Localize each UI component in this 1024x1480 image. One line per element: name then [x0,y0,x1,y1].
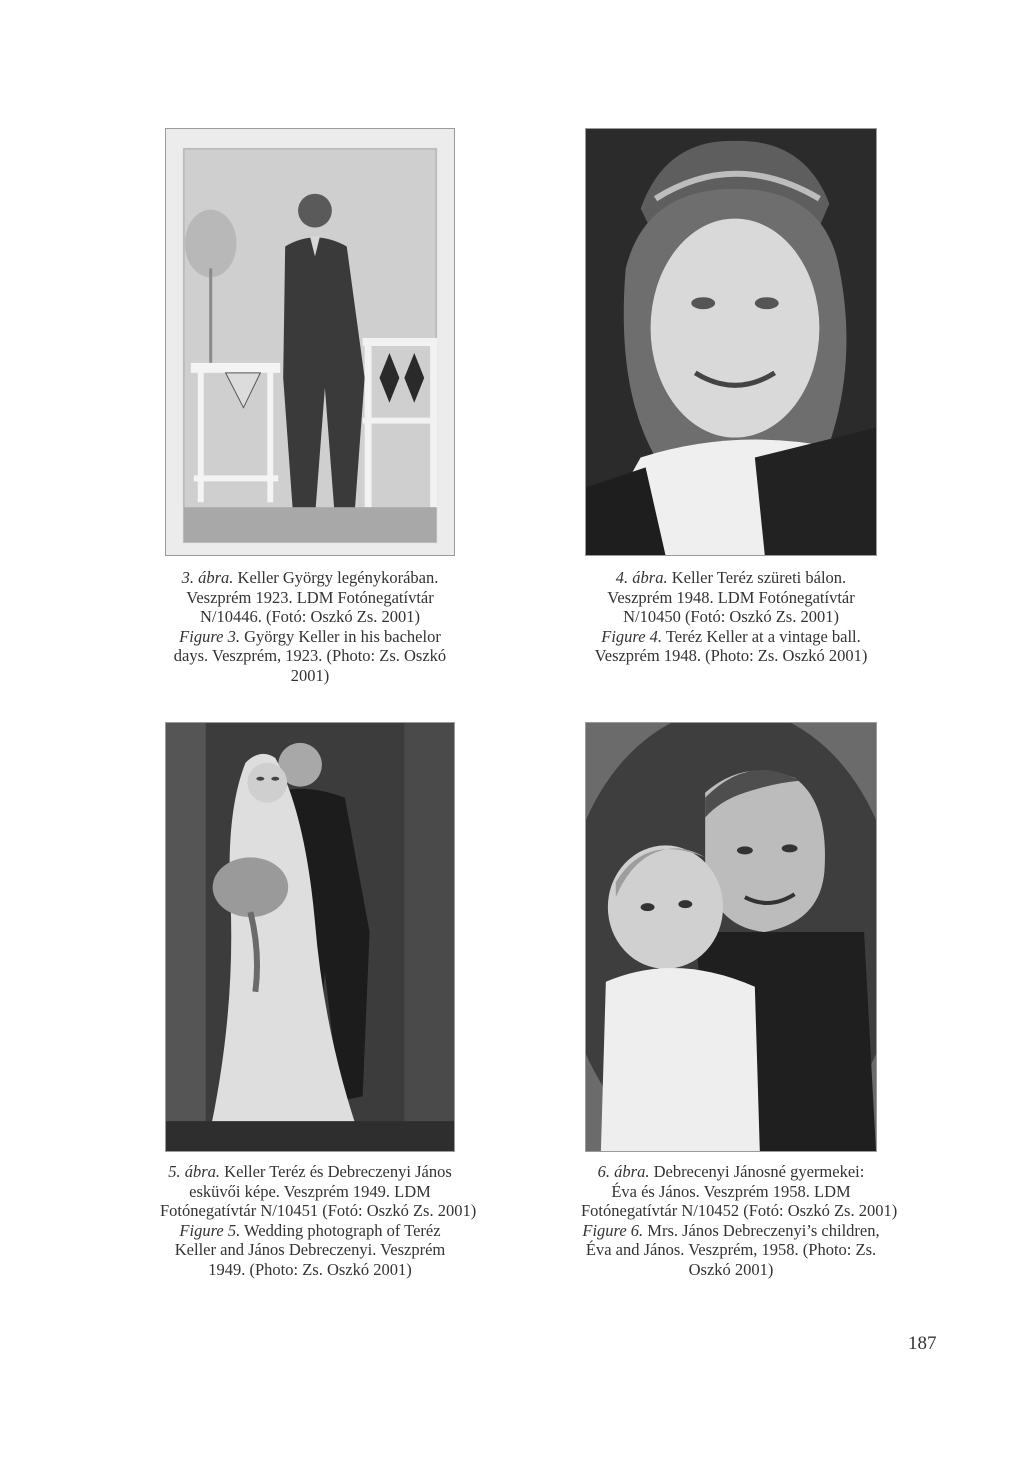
caption-line: Figure 5. Wedding photograph of Teréz [179,1220,441,1240]
photo-gyorgy-keller-bachelor [165,128,455,556]
photo-image [166,129,454,555]
photo-image [166,723,454,1151]
caption-line: Veszprém 1923. LDM Fotónegatívtár [186,587,434,607]
photo-children [585,722,877,1152]
caption-line: Fotónegatívtár N/10452 (Fotó: Oszkó Zs. 2001) [581,1201,898,1220]
photo-wedding [165,722,455,1152]
caption-line: Figure 3. György Keller in his bachelor [179,626,441,646]
caption-line: Oszkó 2001) [688,1259,774,1279]
page-number: 187 [908,1333,937,1354]
caption-line: days. Veszprém, 1923. (Photo: Zs. Oszkó [173,646,447,665]
photo-image [586,129,876,555]
caption-line: 5. ábra. Keller Teréz és Debreczenyi János [168,1162,452,1181]
caption-line: Éva and János. Veszprém, 1958. (Photo: Zs. [585,1240,877,1259]
caption-line: Figure 4. Teréz Keller at a vintage ball. [601,626,861,646]
caption-line: Veszprém 1948. LDM Fotónegatívtár [607,587,855,607]
caption-line: esküvői képe. Veszprém 1949. LDM [189,1181,431,1201]
caption-line: 4. ábra. Keller Teréz szüreti bálon. [615,568,847,587]
caption-line: Fotónegatívtár N/10451 (Fotó: Oszkó Zs. 2001) [160,1201,477,1220]
caption-figure-5 [160,1162,477,1279]
caption-line: Keller and János Debreczenyi. Veszprém [174,1240,446,1259]
caption-figure-4 [581,568,881,666]
caption-line: N/10450 (Fotó: Oszkó Zs. 2001) [623,607,839,626]
caption-line: 3. ábra. Keller György legénykorában. [181,568,439,587]
caption-line: Figure 6. Mrs. János Debreczenyi’s children, [582,1220,880,1240]
photo-image [586,723,876,1151]
caption-line: N/10446. (Fotó: Oszkó Zs. 2001) [200,607,420,626]
caption-line: 1949. (Photo: Zs. Oszkó 2001) [208,1259,412,1279]
caption-figure-6 [581,1162,898,1279]
caption-line: Veszprém 1948. (Photo: Zs. Oszkó 2001) [594,646,868,665]
caption-line: Éva és János. Veszprém 1958. LDM [611,1181,851,1201]
caption-line: 2001) [290,665,330,685]
photo-terez-keller-vintage-ball [585,128,877,556]
caption-line: 6. ábra. Debrecenyi Jánosné gyermekei: [597,1162,865,1181]
caption-figure-3 [160,568,460,685]
